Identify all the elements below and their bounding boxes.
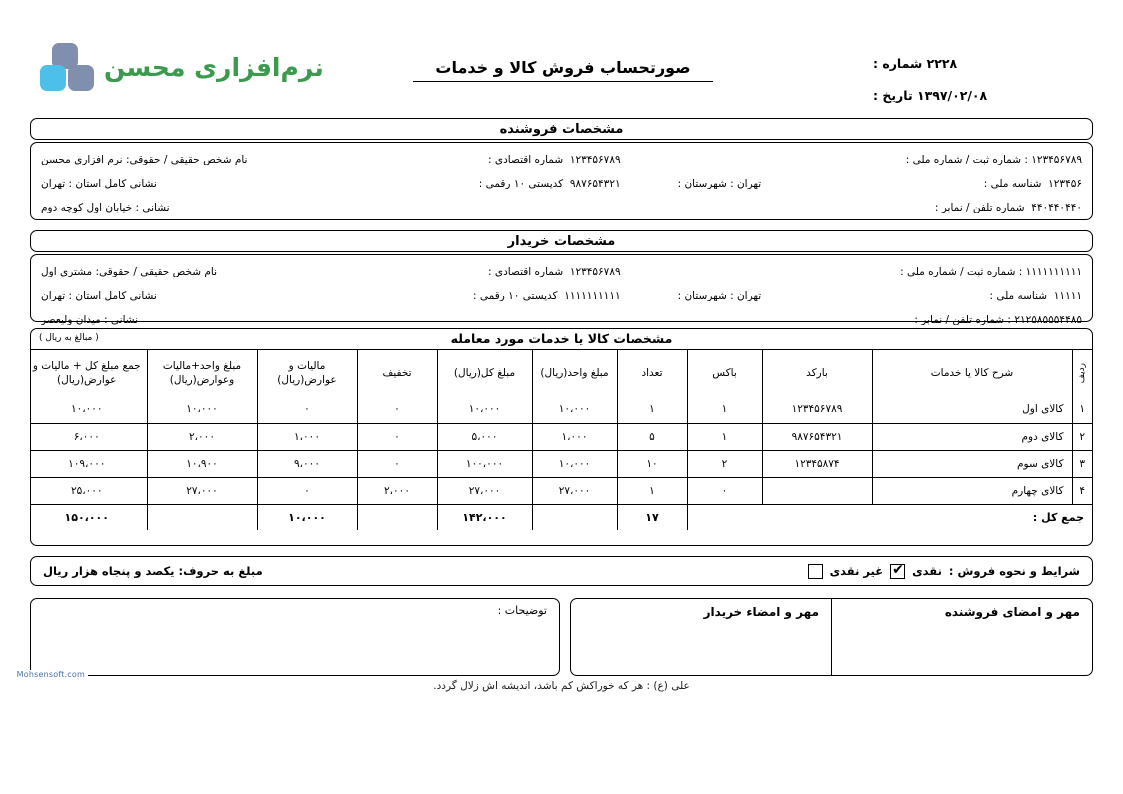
cell-unit-plus-tax: ۱۰،۹۰۰	[147, 450, 257, 477]
buyer-r2-c3-value: ۱۱۱۱۱۱۱۱۱۱	[564, 290, 621, 302]
buyer-r1-c3-label: شماره اقتصادی :	[488, 266, 564, 278]
col-header-tax: مالیات و عوارض(ریال)	[257, 350, 357, 396]
cell-description: کالای چهارم	[872, 477, 1072, 504]
sum-tax: ۱۰،۰۰۰	[257, 504, 357, 530]
company-logo	[38, 38, 324, 100]
cell-radif: ۲	[1072, 423, 1092, 450]
amount-in-words: مبلغ به حروف: یکصد و پنجاه هزار ریال	[43, 564, 263, 578]
seller-r2-c1-label: شناسه ملی :	[983, 178, 1042, 190]
cell-description: کالای سوم	[872, 450, 1072, 477]
seller-r2-c1-value: ۱۲۳۴۵۶	[1048, 178, 1082, 190]
logo-mark-icon	[38, 43, 96, 95]
col-header-description: شرح کالا یا خدمات	[872, 350, 1072, 396]
sum-total-price: ۱۴۲،۰۰۰	[437, 504, 532, 530]
cell-radif: ۴	[1072, 477, 1092, 504]
buyer-r1-c1-label: شماره ثبت / شماره ملی :	[900, 266, 1016, 278]
seller-row: ۱۲۳۴۵۶ شناسه ملی : تهران : شهرستان : ۹۸۷۶۵۴۳۲۱ کدپستی ۱۰ رقمی : نشانی کامل استان : تهران	[41, 178, 1082, 190]
cell-tax: ۹،۰۰۰	[257, 450, 357, 477]
buyer-phone-value: ۲۱۲۵۸۵۵۵۴۴۸۵	[1014, 314, 1082, 326]
seller-section-title: مشخصات فروشنده	[30, 118, 1093, 140]
cell-box: ۱	[687, 423, 762, 450]
buyer-r1-c1-value: ۱۱۱۱۱۱۱۱۱۱	[1025, 266, 1082, 278]
cell-discount: ۰	[357, 396, 437, 423]
cell-quantity: ۱	[617, 477, 687, 504]
buyer-city-value: تهران	[736, 290, 762, 302]
watermark: Mohsensoft.com	[14, 670, 88, 679]
col-header-unit-price: مبلغ واحد(ریال)	[532, 350, 617, 396]
table-row	[30, 450, 1092, 477]
sum-unit-plus-tax	[147, 504, 257, 530]
cell-radif: ۳	[1072, 450, 1092, 477]
cell-description: کالای دوم	[872, 423, 1072, 450]
buyer-signature-cell[interactable]	[571, 599, 831, 675]
cell-barcode	[762, 477, 872, 504]
buyer-phone-label: شماره تلفن / نمابر :	[914, 314, 1005, 326]
seller-signature-label: مهر و امضای فروشنده	[944, 605, 1080, 619]
items-table	[30, 328, 1093, 546]
items-header-row	[30, 350, 1092, 396]
notes-label: توضیحات :	[497, 604, 547, 617]
buyer-name-label: نام شخص حقیقی / حقوقی:	[95, 266, 218, 278]
cell-grand-total: ۲۵،۰۰۰	[30, 477, 147, 504]
seller-r1-c3-value: ۱۲۳۴۵۶۷۸۹	[569, 154, 621, 166]
cell-discount: ۰	[357, 423, 437, 450]
buyer-section-title: مشخصات خریدار	[30, 230, 1093, 252]
invoice-date-label: تاریخ :	[873, 88, 913, 103]
signature-boxes	[570, 598, 1093, 676]
cell-unit-plus-tax: ۲۷،۰۰۰	[147, 477, 257, 504]
logo-text: نرم‌افزاری محسن	[104, 52, 324, 82]
cell-total-price: ۲۷،۰۰۰	[437, 477, 532, 504]
seller-name-label: نام شخص حقیقی / حقوقی:	[125, 154, 248, 166]
col-header-total-price: مبلغ کل(ریال)	[437, 350, 532, 396]
cash-label: نقدی	[912, 564, 942, 578]
currency-note: ( مبالغ به ریال )	[39, 333, 99, 343]
table-row	[30, 477, 1092, 504]
buyer-address-label: نشانی :	[104, 314, 139, 326]
buyer-row: ۲۱۲۵۸۵۵۵۴۴۸۵ : شماره تلفن / نمابر : نشانی : میدان ولیعصر	[41, 314, 1082, 326]
noncash-label: غیر نقدی	[829, 564, 884, 578]
seller-name-value: نرم افزاری محسن	[41, 154, 123, 166]
buyer-r2-c1-label: شناسه ملی :	[989, 290, 1048, 302]
noncash-checkbox[interactable]	[808, 564, 823, 579]
sum-quantity: ۱۷	[617, 504, 687, 530]
table-row	[30, 423, 1092, 450]
cell-total-price: ۵،۰۰۰	[437, 423, 532, 450]
col-header-unit-plus-tax: مبلغ واحد+مالیات وعوارض(ریال)	[147, 350, 257, 396]
notes-box[interactable]	[30, 598, 560, 676]
col-header-barcode: بارکد	[762, 350, 872, 396]
seller-row: ۱۲۳۴۵۶۷۸۹ : شماره ثبت / شماره ملی : ۱۲۳۴۵۶۷۸۹ شماره اقتصادی : نام شخص حقیقی / حقوقی: نرم افزاری محسن	[41, 154, 1082, 166]
invoice-date-line	[873, 80, 1093, 112]
invoice-number-value: ۲۲۲۸	[926, 56, 958, 71]
sum-unit-price	[532, 504, 617, 530]
seller-r2-c3-label: کدپستی ۱۰ رقمی :	[478, 178, 564, 190]
buyer-r1-c3-value: ۱۲۳۴۵۶۷۸۹	[569, 266, 621, 278]
cell-grand-total: ۱۰۹،۰۰۰	[30, 450, 147, 477]
seller-r1-c1-value: ۱۲۳۴۵۶۷۸۹	[1031, 154, 1082, 166]
buyer-province-label: نشانی کامل استان :	[68, 290, 157, 302]
seller-province-label: نشانی کامل استان :	[68, 178, 157, 190]
table-sum-row	[30, 504, 1092, 530]
cell-box: ۱	[687, 396, 762, 423]
seller-r1-c3-label: شماره اقتصادی :	[488, 154, 564, 166]
cell-unit-price: ۱۰،۰۰۰	[532, 396, 617, 423]
cell-unit-plus-tax: ۲،۰۰۰	[147, 423, 257, 450]
sum-discount	[357, 504, 437, 530]
buyer-province-value: تهران	[41, 290, 66, 302]
col-header-box: باکس	[687, 350, 762, 396]
buyer-section	[30, 254, 1093, 326]
buyer-address-value: میدان ولیعصر	[41, 314, 101, 326]
buyer-name-value: مشتری اول	[41, 266, 93, 278]
seller-province-value: تهران	[41, 178, 66, 190]
sum-label: جمع کل :	[687, 504, 1092, 530]
col-header-discount: تخفیف	[357, 350, 437, 396]
cell-barcode: ۹۸۷۶۵۴۳۲۱	[762, 423, 872, 450]
seller-address-label: نشانی :	[135, 202, 170, 214]
col-header-quantity: تعداد	[617, 350, 687, 396]
cell-tax: ۰	[257, 477, 357, 504]
cell-grand-total: ۱۰،۰۰۰	[30, 396, 147, 423]
cell-box: ۰	[687, 477, 762, 504]
cell-box: ۲	[687, 450, 762, 477]
cell-discount: ۰	[357, 450, 437, 477]
items-grid	[30, 350, 1092, 530]
seller-r2-c3-value: ۹۸۷۶۵۴۳۲۱	[569, 178, 621, 190]
cash-checkbox[interactable]	[890, 564, 905, 579]
page-title: صورتحساب فروش کالا و خدمات	[413, 58, 713, 82]
cell-unit-price: ۱۰،۰۰۰	[532, 450, 617, 477]
seller-city-label: شهرستان :	[677, 178, 727, 190]
cell-barcode: ۱۲۳۴۵۶۷۸۹	[762, 396, 872, 423]
seller-signature-cell[interactable]	[831, 599, 1092, 675]
seller-phone-value: ۴۴۰۴۴۰۴۴۰	[1031, 202, 1082, 214]
col-header-grand-total: جمع مبلغ کل + مالیات و عوارض(ریال)	[30, 350, 147, 396]
cell-tax: ۱،۰۰۰	[257, 423, 357, 450]
invoice-number-line	[873, 48, 1093, 80]
cell-radif: ۱	[1072, 396, 1092, 423]
sum-grand-total: ۱۵۰،۰۰۰	[30, 504, 147, 530]
cell-total-price: ۱۰۰،۰۰۰	[437, 450, 532, 477]
seller-row	[41, 196, 1082, 220]
cell-tax: ۰	[257, 396, 357, 423]
items-table-title: مشخصات کالا یا خدمات مورد معامله	[450, 331, 673, 346]
buyer-signature-label: مهر و امضاء خریدار	[703, 605, 819, 619]
seller-city-value: تهران	[736, 178, 762, 190]
seller-phone-label: شماره تلفن / نمابر :	[934, 202, 1025, 214]
buyer-r2-c3-label: کدپستی ۱۰ رقمی :	[473, 290, 558, 302]
terms-strip	[30, 556, 1093, 586]
cell-quantity: ۱۰	[617, 450, 687, 477]
cell-unit-plus-tax: ۱۰،۰۰۰	[147, 396, 257, 423]
invoice-header	[30, 30, 1093, 110]
seller-r1-c1-label: شماره ثبت / شماره ملی :	[905, 154, 1022, 166]
buyer-city-label: شهرستان :	[677, 290, 727, 302]
cell-discount: ۲،۰۰۰	[357, 477, 437, 504]
cell-unit-price: ۱،۰۰۰	[532, 423, 617, 450]
invoice-meta	[873, 48, 1093, 112]
cell-quantity: ۵	[617, 423, 687, 450]
seller-address-value: خیابان اول کوچه دوم	[41, 202, 133, 214]
cell-grand-total: ۶،۰۰۰	[30, 423, 147, 450]
table-row	[30, 396, 1092, 423]
buyer-row: ۱۱۱۱۱ شناسه ملی : تهران : شهرستان : ۱۱۱۱۱۱۱۱۱۱ کدپستی ۱۰ رقمی : نشانی کامل استان : تهران	[41, 290, 1082, 302]
cell-quantity: ۱	[617, 396, 687, 423]
terms-label: شرایط و نحوه فروش :	[948, 564, 1080, 578]
cell-unit-price: ۲۷،۰۰۰	[532, 477, 617, 504]
buyer-row: ۱۱۱۱۱۱۱۱۱۱ : شماره ثبت / شماره ملی : ۱۲۳۴۵۶۷۸۹ شماره اقتصادی : نام شخص حقیقی / حقوقی: مشتری اول	[41, 266, 1082, 278]
buyer-r2-c1-value: ۱۱۱۱۱	[1053, 290, 1082, 302]
footer-quote: علی (ع) : هر که خوراکش کم باشد، اندیشه اش زلال گردد.	[433, 680, 690, 692]
invoice-date-value: ۱۳۹۷/۰۲/۰۸	[917, 88, 988, 103]
cell-description: کالای اول	[872, 396, 1072, 423]
invoice-number-label: شماره :	[873, 56, 923, 71]
cell-total-price: ۱۰،۰۰۰	[437, 396, 532, 423]
cell-barcode: ۱۲۳۴۵۸۷۴	[762, 450, 872, 477]
seller-section	[30, 142, 1093, 220]
col-header-radif: ردیف	[1072, 350, 1092, 396]
items-table-title-bar	[31, 329, 1092, 350]
